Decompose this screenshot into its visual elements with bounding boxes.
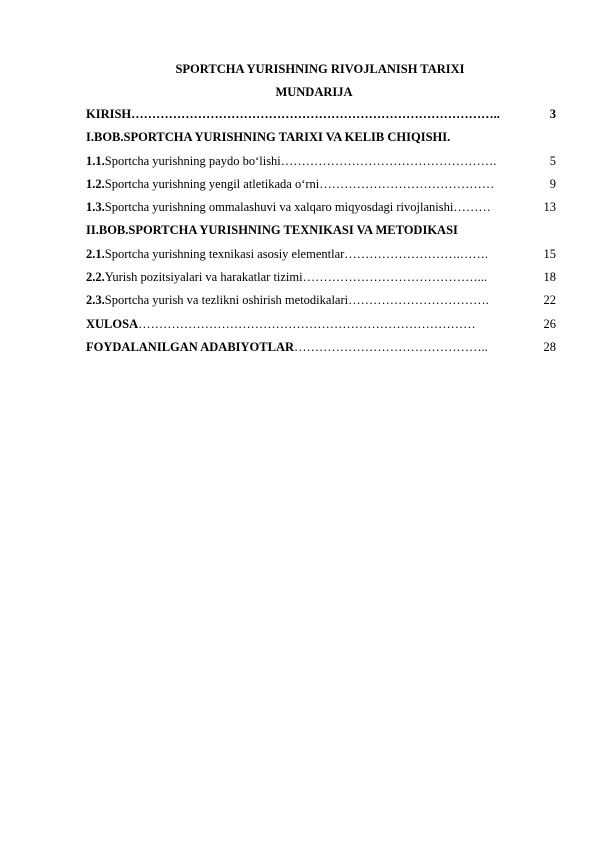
- toc-entry-page-number: 26: [543, 314, 557, 334]
- toc-entry-line: [86, 314, 556, 334]
- toc-entry-leader-dots: ………………………………………………………………………: [138, 316, 476, 331]
- toc-entry-title: Sportcha yurishning ommalashuvi va xalqaro miqyosdagi rivojlanishi: [104, 200, 454, 215]
- toc-entry-line: [86, 244, 556, 264]
- toc-entry-leader-dots: ……………………………………: [319, 176, 495, 191]
- toc-entry-line: [86, 104, 556, 124]
- toc-entry-leader-dots: ……………………………………...: [302, 270, 487, 285]
- toc-entry-page-number: 22: [543, 290, 557, 310]
- toc-entry-page-number: 5: [549, 151, 556, 171]
- document-title: SPORTCHA YURISHNING RIVOJLANISH TARIXI: [175, 62, 465, 76]
- toc-entry: [86, 244, 556, 267]
- toc-entry: [86, 337, 556, 360]
- toc-entry-line: [86, 267, 556, 287]
- toc-entry-title: Sportcha yurish va tezlikni oshirish metodikalari: [104, 293, 349, 308]
- toc-entry-page-number: 28: [543, 337, 557, 357]
- toc-entry-leader-dots: ……………………………………………………………………………..: [131, 107, 500, 121]
- toc-entry-title: FOYDALANILGAN ADABIYOTLAR: [86, 339, 295, 354]
- toc-entry-number: 1.1.: [86, 153, 105, 168]
- toc-entry-page-number: 13: [543, 197, 557, 217]
- toc-entry-leader-dots: ………: [453, 200, 491, 215]
- toc-entry-title: Yurish pozitsiyalari va harakatlar tizimi: [104, 270, 303, 285]
- toc-entry-page-number: 9: [549, 174, 556, 194]
- toc-heading: MUNDARIJA: [275, 85, 353, 99]
- toc-entry-line: [86, 174, 556, 194]
- toc-entry-title: Sportcha yurishning yengil atletikada o‘rni: [104, 176, 320, 191]
- toc-entry-line: [86, 220, 556, 240]
- toc-entry-page-number: 18: [543, 267, 557, 287]
- toc-entry: [86, 267, 556, 290]
- toc-entry-number: 1.3.: [86, 200, 105, 215]
- toc-entry-line: [86, 197, 556, 217]
- toc-entry-title: Sportcha yurishning texnikasi asosiy elementlar: [104, 246, 345, 261]
- toc-entry-number: 2.2.: [86, 270, 105, 285]
- toc-entry-title: XULOSA: [86, 316, 139, 331]
- toc-entry-line: [86, 127, 556, 147]
- toc-entry: [86, 104, 556, 127]
- toc-entry-leader-dots: …………………………….: [348, 293, 489, 308]
- toc-entry-page-number: 15: [543, 244, 557, 264]
- toc-entry-title: I.BOB.SPORTCHA YURISHNING TARIXI VA KELIB CHIQISHI.: [86, 130, 451, 145]
- toc-entry-number: 1.2.: [86, 176, 105, 191]
- toc-entry-leader-dots: ……………………….…….: [344, 246, 489, 261]
- toc-entry: [86, 290, 556, 313]
- toc-entry-line: [86, 290, 556, 310]
- toc-entry: [86, 220, 556, 243]
- toc-entry-page-number: 3: [549, 104, 556, 124]
- toc-entry: [86, 174, 556, 197]
- toc-entry-title: Sportcha yurishning paydo bo‘lishi: [104, 153, 281, 168]
- toc-entry-line: [86, 337, 556, 357]
- toc-entry-number: 2.1.: [86, 246, 105, 261]
- toc-entry-number: 2.3.: [86, 293, 105, 308]
- toc-entry: [86, 314, 556, 337]
- toc-entry-leader-dots: …………………………………………….: [280, 153, 497, 168]
- toc-entry-leader-dots: ………………………………………..: [294, 339, 488, 354]
- toc-entry-title: II.BOB.SPORTCHA YURISHNING TEXNIKASI VA METODIKASI: [86, 223, 458, 238]
- toc-entry: [86, 151, 556, 174]
- toc-entry: [86, 197, 556, 220]
- toc-entry-line: [86, 151, 556, 171]
- table-of-contents: [86, 104, 556, 360]
- toc-entry: [86, 127, 556, 150]
- toc-entry-title: KIRISH: [86, 107, 132, 121]
